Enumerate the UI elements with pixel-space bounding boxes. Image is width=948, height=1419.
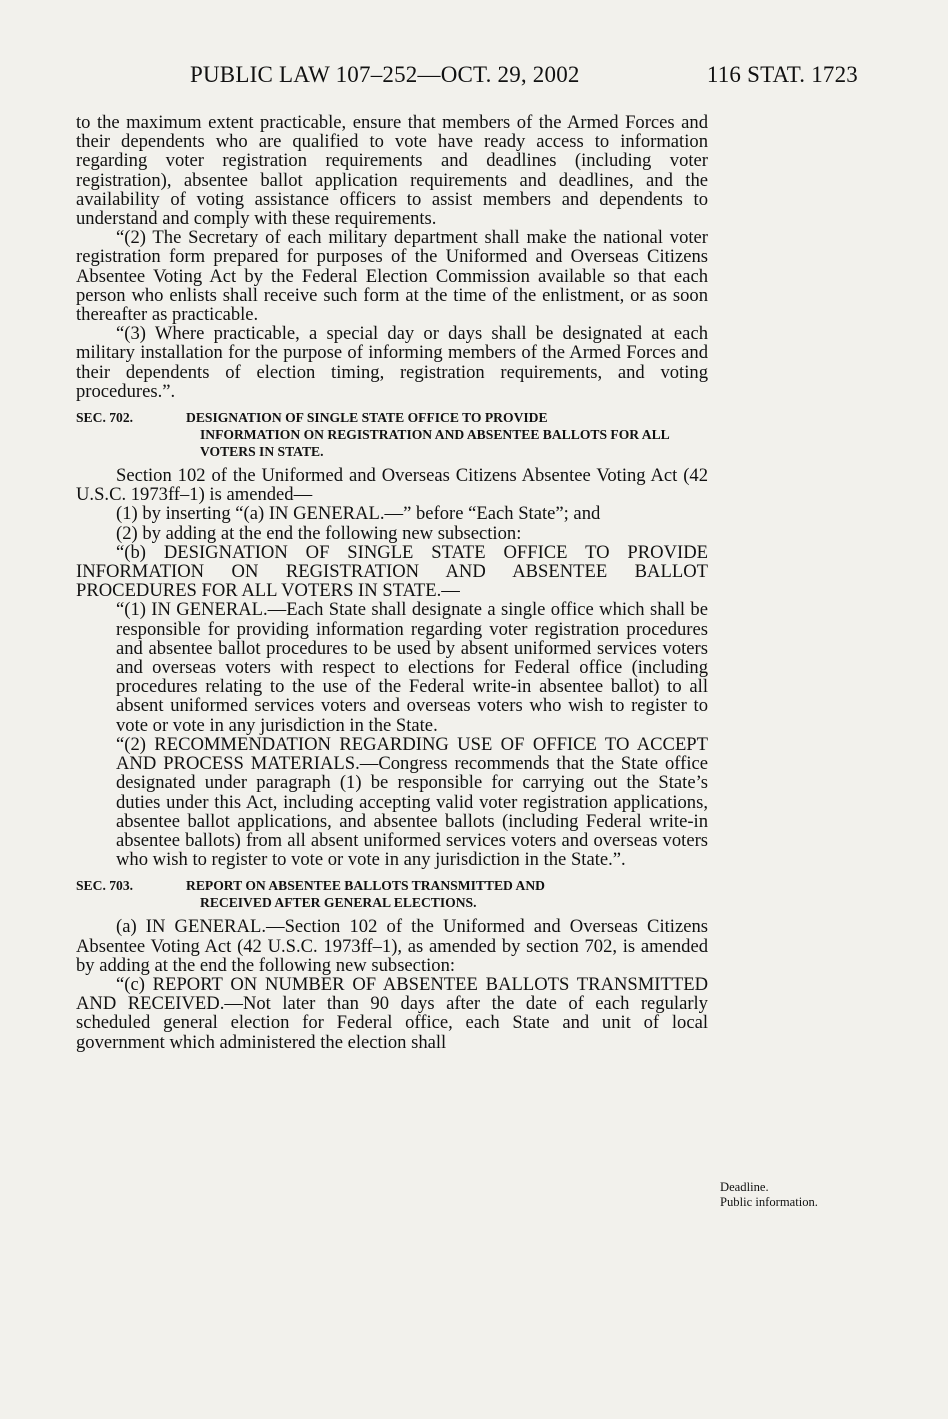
section-title [186,409,708,460]
amendment-item-1: (1) by inserting “(a) IN GENERAL.—” before “Each State”; and [116,503,601,525]
public-law-citation: PUBLIC LAW 107–252—OCT. 29, 2002 [190,62,580,87]
subsection-c-heading: “(c) REPORT ON NUMBER OF ABSENTEE BALLOTS TRANSMITTED AND RECEIVED.— [76,973,708,1015]
section-703-heading [76,877,708,911]
section-title-line1: DESIGNATION OF SINGLE STATE OFFICE TO PROVIDE [186,410,548,426]
amendment-item-2: (2) by adding at the end the following new subsection: [116,522,522,544]
subsection-b-heading: “(b) DESIGNATION OF SINGLE STATE OFFICE TO PROVIDE INFORMATION ON REGISTRATION AND ABSENTEE BALLOT PROCEDURES FOR ALL VOTERS IN STATE.— [76,541,708,602]
paragraph-b1 [76,600,708,734]
margin-notes [720,1180,830,1210]
subsection-c-text: Not later than 90 days after the date of each regularly scheduled general election for Federal office, each State and unit of local government which administered the election shall [76,993,708,1053]
section-title-line2: INFORMATION ON REGISTRATION AND ABSENTEE BALLOTS FOR ALL VOTERS IN STATE. [200,427,669,460]
paragraph-b1-heading: “(1) IN GENERAL.— [116,599,287,621]
paragraph-3: “(3) Where practicable, a special day or days shall be designated at each military installation for the purpose of informing members of the Armed Forces and their dependents of election timing, registration requirements, and voting procedures.”. [76,323,708,402]
section-title [186,877,708,911]
section-702-heading [76,409,708,460]
paragraph-b2 [76,735,708,869]
margin-note-public-information: Public information. [720,1195,818,1209]
paragraph-continuation: to the maximum extent practicable, ensure that members of the Armed Forces and their dependents who are qualified to vote have ready access to information regarding voter registration requirements and deadlines (including voter registration), absentee ballot application requirements and deadlines, and the availability of voting assistance officers to assist members and dependents to understand and comply with these requirements. [76,112,708,230]
section-title-line2: RECEIVED AFTER GENERAL ELECTIONS. [200,895,477,911]
section-number: SEC. 703. [76,878,134,894]
section-title-line1: REPORT ON ABSENTEE BALLOTS TRANSMITTED AND [186,878,545,894]
statute-page-number: 116 STAT. 1723 [706,62,858,87]
section-number: SEC. 702. [76,410,134,426]
paragraph-2: “(2) The Secretary of each military department shall make the national voter registration form prepared for purposes of the Uniformed and Overseas Citizens Absentee Voting Act by the Federal Election Commission available so that each person who enlists shall receive such form at the time of the enlistment, or as soon thereafter as practicable. [76,227,708,326]
document-body [76,113,708,1052]
subsection-c [76,975,708,1052]
section-702-intro: Section 102 of the Uniformed and Overseas Citizens Absentee Voting Act (42 U.S.C. 1973ff–1) is amended— [76,465,708,506]
margin-note-deadline: Deadline. [720,1180,769,1194]
subsection-a-text: Section 102 of the Uniformed and Overseas Citizens Absentee Voting Act (42 U.S.C. 1973ff–1), as amended by section 702, is amended by adding at the end the following new subsection: [76,916,708,976]
subsection-a [76,917,708,975]
paragraph-b1-text: Each State shall designate a single office which shall be responsible for providing information regarding voter registration procedures and absentee ballot procedures to be used by absent uniformed services voters and overseas voters with respect to elections for Federal office (including procedures relating to the use of the Federal write-in absentee ballot) to all absent uniformed services voters and overseas voters who wish to register to vote or vote in any jurisdiction in the State. [116,599,708,736]
paragraph-b2-text: Congress recommends that the State office designated under paragraph (1) be responsible for carrying out the State’s duties under this Act, including accepting valid voter registration applications, absentee ballot applications, and absentee ballots (including Federal write-in absentee ballots) from all absent uniformed services voters and overseas voters who wish to register to vote or vote in any jurisdiction in the State.”. [116,753,708,871]
paragraph-b2-heading: “(2) RECOMMENDATION REGARDING USE OF OFFICE TO ACCEPT AND PROCESS MATERIALS.— [116,733,708,775]
subsection-a-heading: (a) IN GENERAL.— [116,916,285,938]
